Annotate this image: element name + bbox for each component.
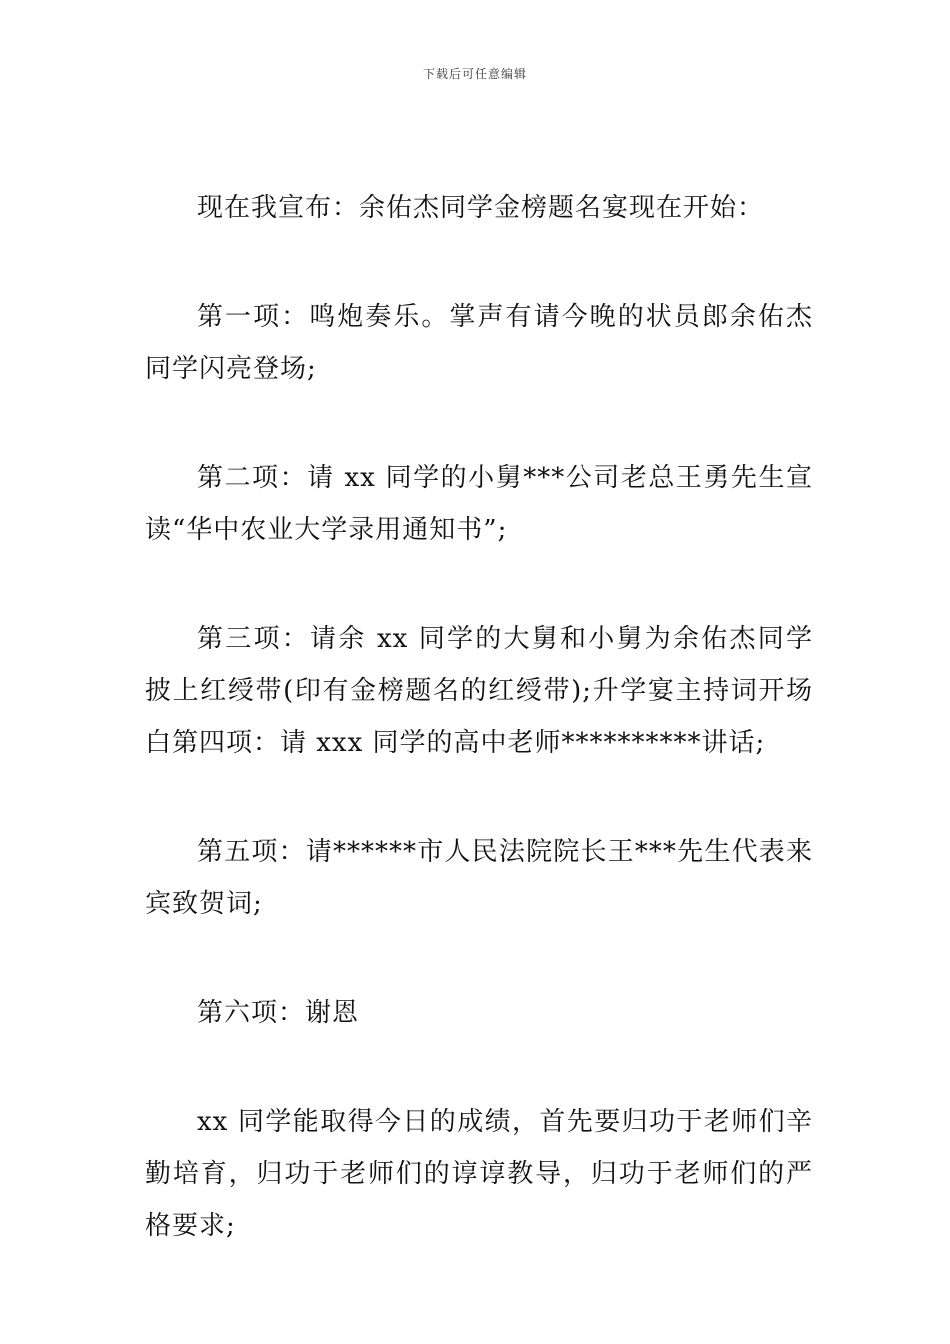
paragraph-item-1: 第一项：鸣炮奏乐。掌声有请今晚的状员郎余佑杰同学闪亮登场; [145, 302, 813, 384]
document-body [145, 182, 813, 1309]
paragraph-announcement: 现在我宣布：余佑杰同学金榜题名宴现在开始： [197, 193, 765, 223]
paragraph-item-6: 第六项：谢恩 [197, 998, 360, 1028]
page-header: 下载后可任意编辑 [422, 67, 527, 81]
paragraph-item-3-4: 第三项：请余 xx 同学的大舅和小舅为余佑杰同学披上红绶带(印有金榜题名的红绶带);升学宴主持词开场白第四项：请 xxx 同学的高中老师**********讲话; [145, 624, 813, 758]
paragraph-thanks-teachers: xx 同学能取得今日的成绩，首先要归功于老师们辛勤培育，归功于老师们的谆谆教导，归功于老师们的严格要求; [145, 1107, 813, 1241]
paragraph-item-5: 第五项：请******市人民法院院长王***先生代表来宾致贺词; [145, 837, 813, 919]
paragraph-item-2: 第二项：请 xx 同学的小舅***公司老总王勇先生宣读“华中农业大学录用通知书”; [145, 463, 813, 545]
